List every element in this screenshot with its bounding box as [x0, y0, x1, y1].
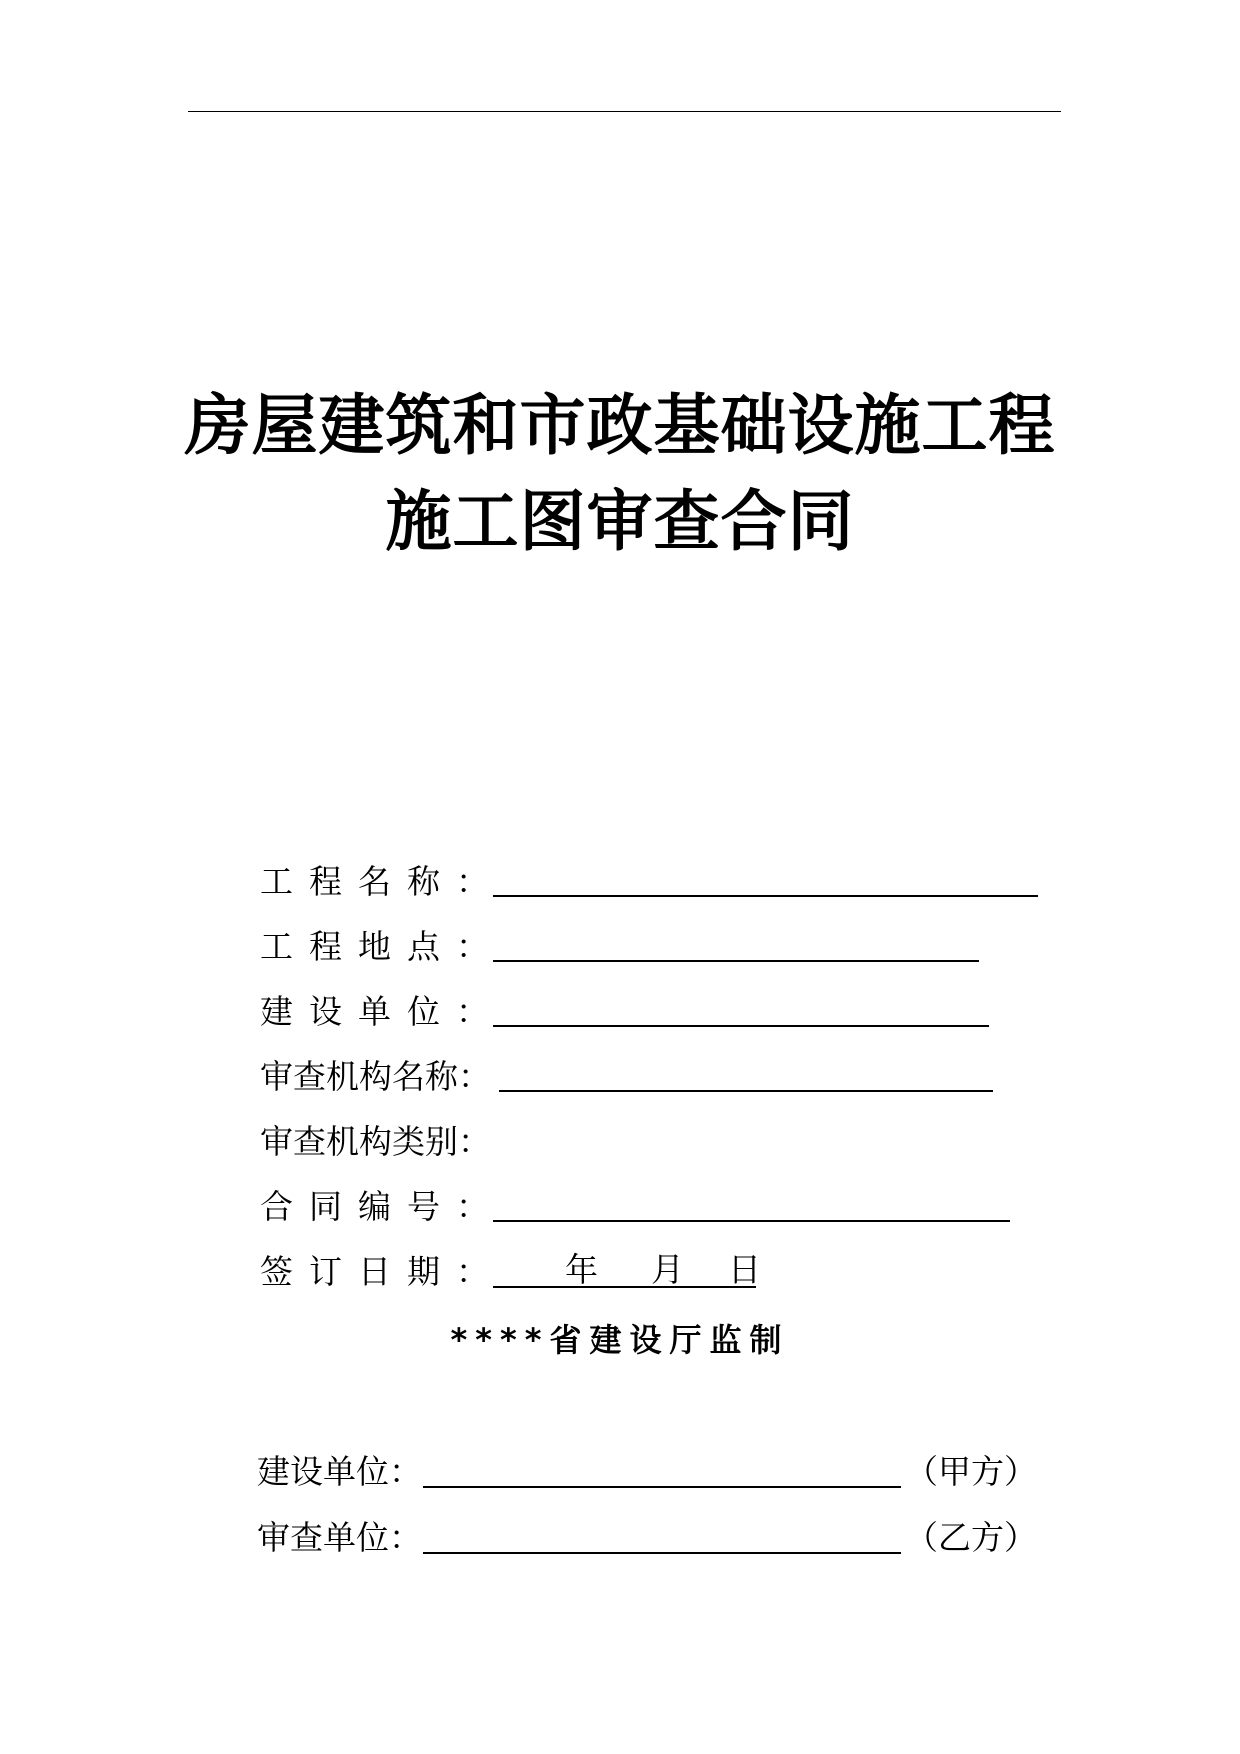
date-year: 年: [565, 1250, 598, 1289]
review-org-category-label: 审查机构类别：: [260, 1122, 491, 1161]
document-title-line-2: 施工图审查合同: [385, 483, 855, 560]
project-location-label: 工程地点：: [260, 927, 505, 966]
date-day: 日: [728, 1250, 761, 1289]
review-org-name-label: 审查机构名称：: [260, 1057, 491, 1096]
document-title-line-1: 房屋建筑和市政基础设施工程: [184, 387, 1056, 464]
party-b-label: 审查单位：: [257, 1518, 422, 1557]
header-rule: [188, 111, 1061, 112]
party-a-tag: （甲方）: [905, 1452, 1037, 1491]
party-b-tag: （乙方）: [905, 1518, 1037, 1557]
contract-number-label: 合同编号：: [260, 1187, 505, 1226]
project-name-line[interactable]: [493, 895, 1038, 897]
supervisor-note: ****省建设厅监制: [450, 1321, 790, 1359]
sign-date-label: 签订日期：: [260, 1252, 505, 1291]
party-b-line[interactable]: [423, 1552, 901, 1554]
sign-date-field[interactable]: [493, 1250, 761, 1290]
party-a-line[interactable]: [423, 1486, 901, 1488]
construction-unit-line[interactable]: [493, 1025, 989, 1027]
project-name-label: 工程名称：: [260, 862, 505, 901]
contract-number-line[interactable]: [493, 1220, 1010, 1222]
date-month: 月: [651, 1250, 684, 1289]
review-org-name-line[interactable]: [499, 1090, 993, 1092]
project-location-line[interactable]: [493, 960, 979, 962]
party-a-label: 建设单位：: [257, 1452, 422, 1491]
sign-date-line: [493, 1286, 756, 1288]
construction-unit-label: 建设单位：: [260, 992, 505, 1031]
